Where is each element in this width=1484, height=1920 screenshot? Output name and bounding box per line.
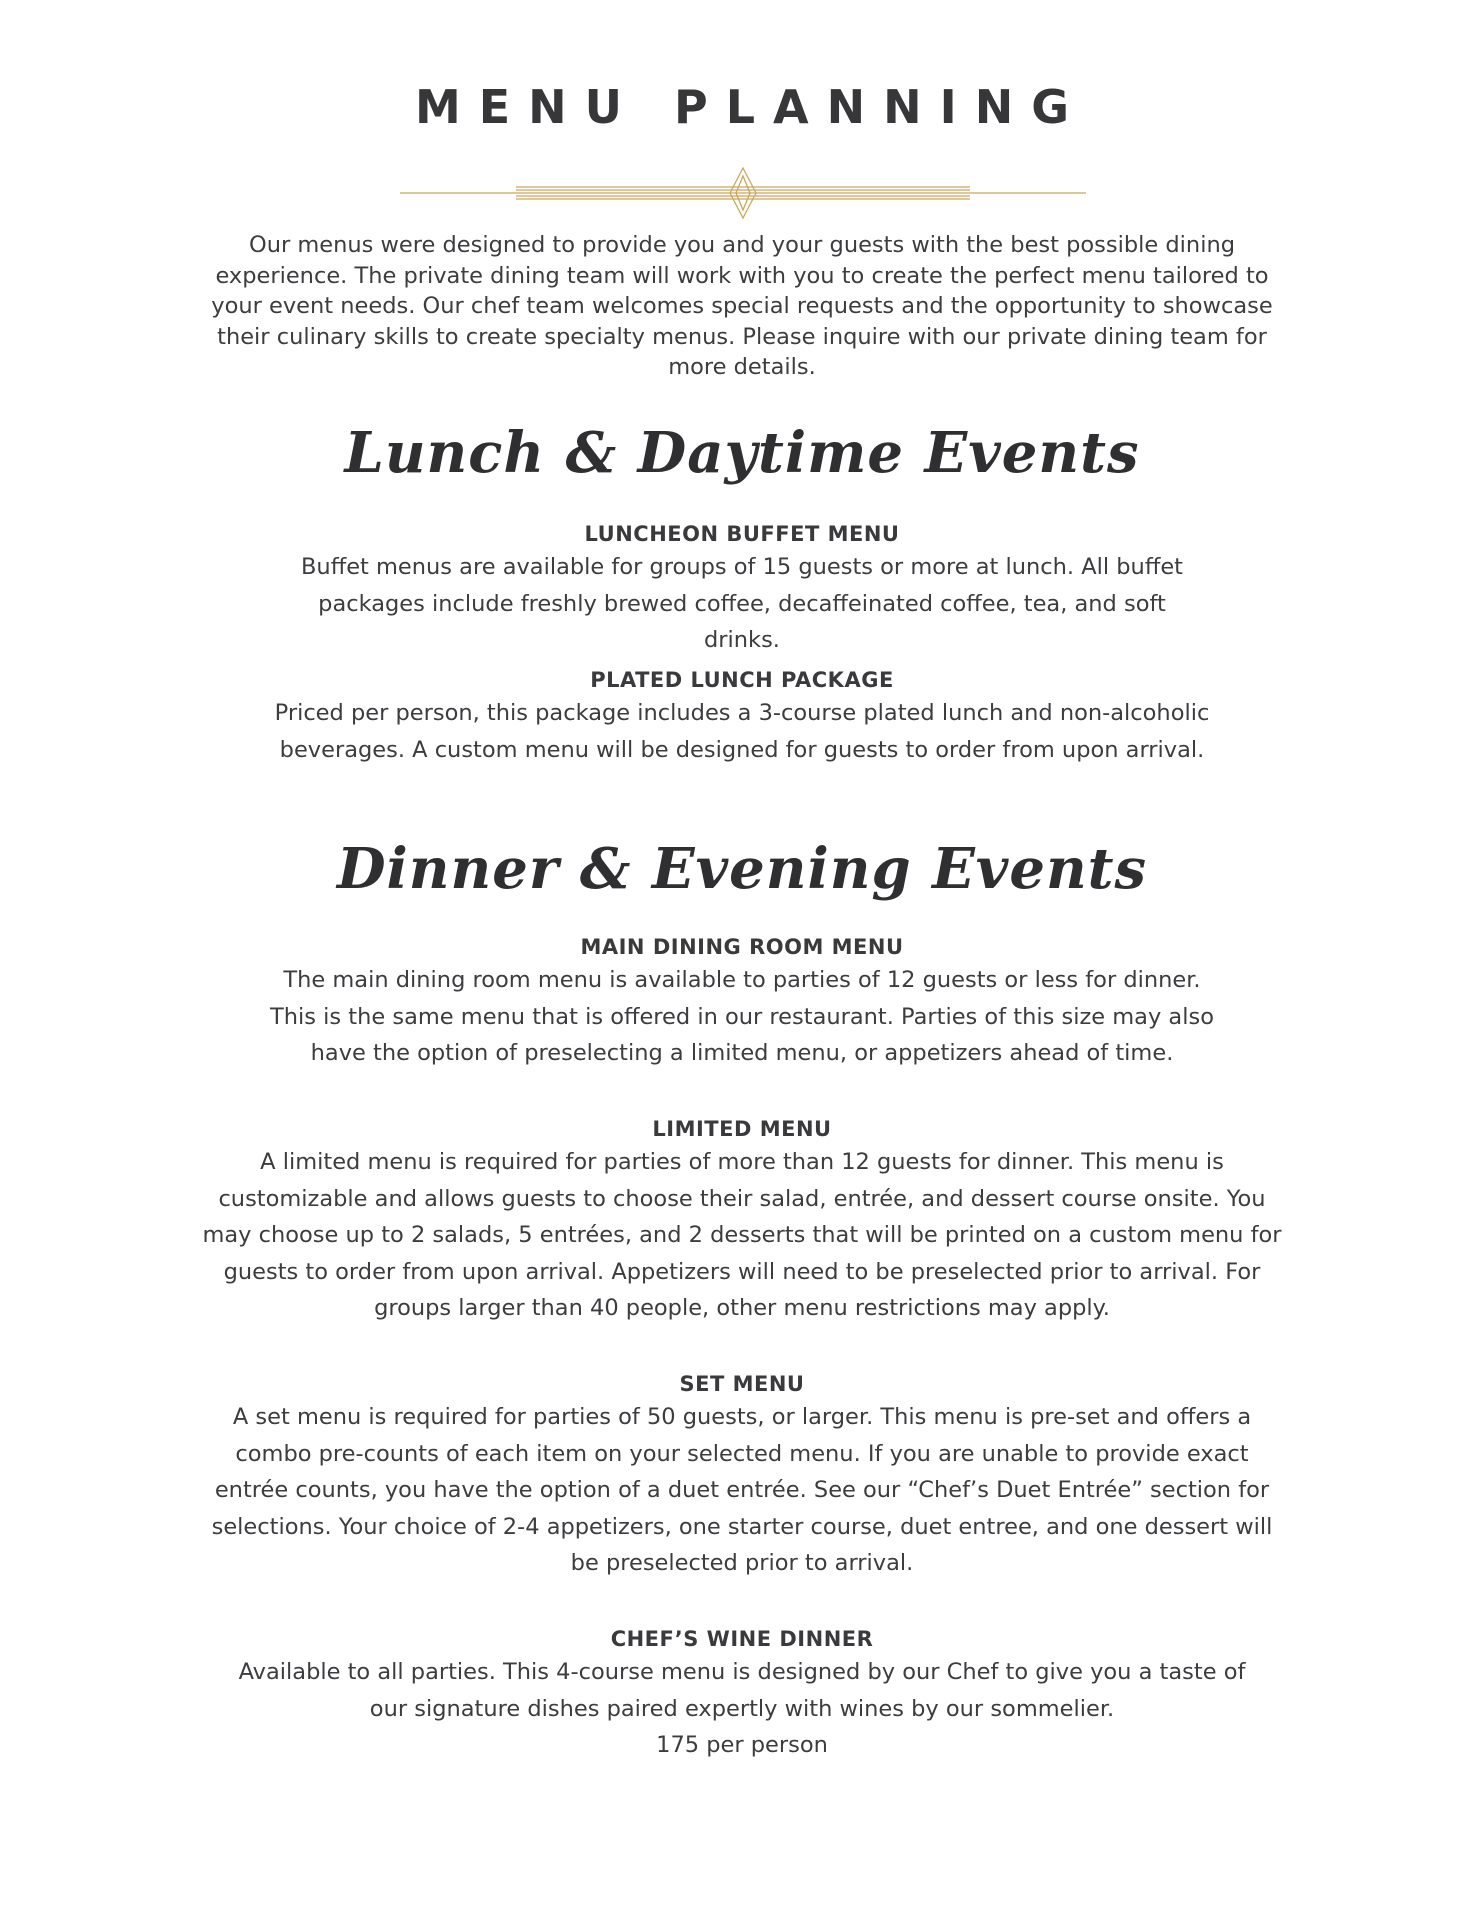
plated-lunch-section [200, 665, 1284, 768]
dinner-section-heading: Dinner & Evening Events [336, 836, 1148, 902]
limited-menu-section [200, 1114, 1284, 1327]
plated-lunch-text: Priced per person, this package includes a 3-course plated lunch and non-alcoholic beverages. A custom menu will be designed for guests to order from upon arrival. [274, 700, 1210, 763]
wine-dinner-section [200, 1624, 1284, 1764]
set-menu-section [200, 1369, 1284, 1582]
plated-lunch-title: PLATED LUNCH PACKAGE [590, 668, 894, 692]
wine-dinner-text: Available to all parties. This 4-course menu is designed by our Chef to give you a taste of our signature dishes paired expertly with wines by our sommelier. [238, 1659, 1246, 1722]
gold-ornament-divider [400, 166, 1086, 220]
limited-menu-title: LIMITED MENU [652, 1117, 832, 1141]
main-dining-text: The main dining room menu is available to parties of 12 guests or less for dinner. This is the same menu that is offered in our restaurant. Parties of this size may also have the option of preselecting a limited menu, or appetizers ahead of time. [270, 967, 1214, 1066]
luncheon-buffet-section [200, 519, 1284, 659]
set-menu-text: A set menu is required for parties of 50 guests, or larger. This menu is pre-set and offers a combo pre-counts of each item on your selected menu. If you are unable to provide exact entrée counts, you have the option of a duet entrée. See our “Chef’s Duet Entrée” section for selections. Your choice of 2-4 appetizers, one starter course, duet entree, and one dessert will be preselected prior to arrival. [211, 1404, 1273, 1576]
wine-dinner-price: 175 per person [656, 1732, 828, 1758]
page-title: MENU PLANNING [414, 80, 1088, 134]
lunch-section-heading: Lunch & Daytime Events [344, 420, 1140, 486]
luncheon-buffet-title: LUNCHEON BUFFET MENU [584, 522, 900, 546]
limited-menu-text: A limited menu is required for parties of more than 12 guests for dinner. This menu is customizable and allows guests to choose their salad, entrée, and dessert course onsite. You may choose up to 2 salads, 5 entrées, and 2 desserts that will be printed on a custom menu for guests to order from upon arrival. Appetizers will need to be preselected prior to arrival. For groups larger than 40 people, other menu restrictions may apply. [202, 1149, 1282, 1321]
set-menu-title: SET MENU [679, 1372, 805, 1396]
main-dining-section [200, 932, 1284, 1072]
main-dining-title: MAIN DINING ROOM MENU [580, 935, 904, 959]
intro-paragraph: Our menus were designed to provide you and your guests with the best possible dining experience. The private dining team will work with you to create the perfect menu tailored to your event needs. Our chef team welcomes special requests and the opportunity to showcase their culinary skills to create specialty menus. Please inquire with our private dining team for more details. [211, 232, 1273, 380]
wine-dinner-title: CHEF’S WINE DINNER [610, 1627, 874, 1651]
luncheon-buffet-text: Buffet menus are available for groups of 15 guests or more at lunch. All buffet packages include freshly brewed coffee, decaffeinated coffee, tea, and soft drinks. [301, 554, 1183, 653]
